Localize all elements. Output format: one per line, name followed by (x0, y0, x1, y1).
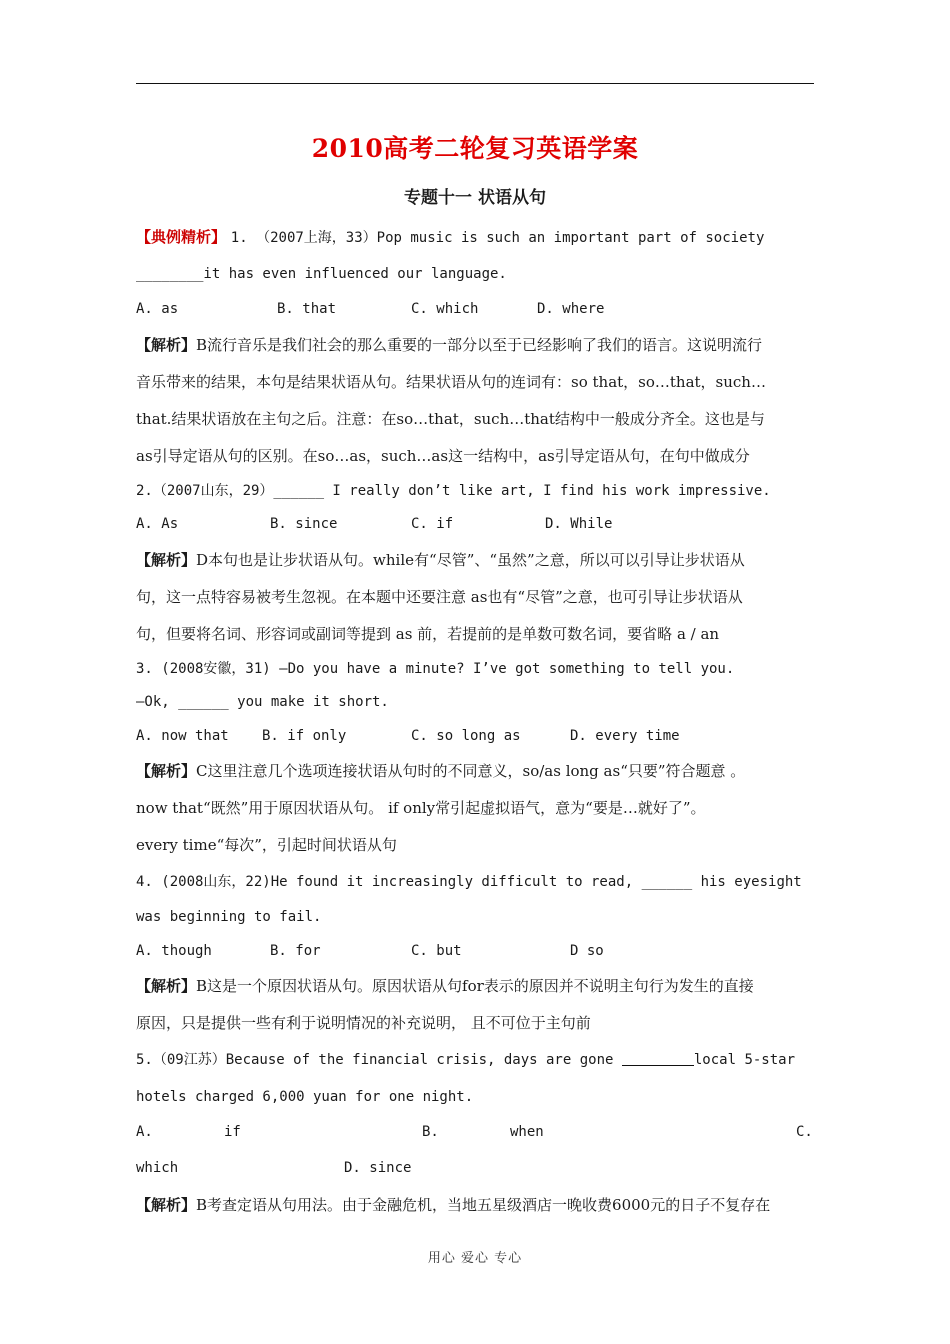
question-5-stem-a: 5.（09江苏）Because of the financial crisis, days are gone (136, 1052, 614, 1068)
option-b: B. since (270, 516, 338, 532)
question-5-options-row-2 (136, 1150, 814, 1187)
analysis-text: 考查定语从句用法。由于金融危机，当地五星级酒店一晚收费6000元的日子不复存在 (207, 1195, 771, 1214)
question-3-analysis-3: every time“每次”，引起时间状语从句 (136, 836, 397, 854)
option-c: C. so long as (411, 727, 521, 744)
question-4-stem: 4. (2008山东，22)He found it increasingly difficult to read, ______ his eyesight (136, 874, 802, 890)
question-1-analysis-1 (136, 327, 814, 364)
question-2-options (136, 508, 814, 542)
option-c-letter: C. (796, 1124, 813, 1140)
option-a-text: if (224, 1124, 241, 1140)
option-c: C. but (411, 942, 462, 959)
analysis-text: 这里注意几个选项连接状语从句时的不同意义，so/as long as“只要”符合题意 。 (207, 762, 746, 780)
question-1-analysis-4: as引导定语从句的区别。在so…as，such…as这一结构中，as引导定语从句，在句中做成分 (136, 446, 750, 465)
question-2-analysis-2: 句，这一点特容易被考生忽视。在本题中还要注意 as也有“尽管”之意，也可引导让步状语从 (136, 587, 743, 606)
option-a: A. though (136, 942, 212, 959)
question-3-options (136, 720, 814, 754)
option-d: D. where (537, 301, 605, 317)
question-1-analysis-3: that.结果状语放在主句之后。注意：在so…that，such…that结构中一般成分齐全。这也是与 (136, 409, 765, 428)
document-subtitle: 专题十一 状语从句 (404, 188, 546, 208)
analysis-tag: 【解析】 (136, 1195, 197, 1214)
answer-blank (622, 1047, 694, 1066)
option-b: B. that (277, 301, 337, 317)
document-body (136, 219, 814, 1224)
analysis-text: 流行音乐是我们社会的那么重要的一部分以至于已经影响了我们的语言。这说明流行 (207, 335, 763, 354)
analysis-tag: 【解析】 (136, 762, 197, 780)
option-d: D. since (344, 1159, 412, 1176)
analysis-tag: 【解析】 (136, 977, 197, 995)
option-b-text: when (510, 1124, 544, 1140)
question-4-line-2: was beginning to fail. (136, 909, 322, 925)
analysis-tag: 【解析】 (136, 335, 197, 354)
question-1-analysis-2: 音乐带来的结果，本句是结果状语从句。结果状语从句的连词有：so that，so…that，such… (136, 372, 766, 391)
analysis-text: 这是一个原因状语从句。原因状语从句for表示的原因并不说明主句行为发生的直接 (207, 977, 754, 995)
option-d: D so (570, 942, 604, 959)
option-a: A. As (136, 516, 179, 532)
question-1-stem: 1. （2007上海，33）Pop music is such an important part of society (230, 230, 765, 246)
question-5-stem-b: local 5-star (693, 1052, 796, 1068)
document-title: 2010高考二轮复习英语学案 (311, 134, 639, 163)
section-tag: 【典例精析】 (136, 228, 227, 246)
option-d: D. While (545, 516, 613, 532)
question-2-analysis-3: 句，但要将名词、形容词或副词等提到 as 前，若提前的是单数可数名词，要省略 a / an (136, 624, 720, 643)
question-4-options (136, 935, 814, 969)
question-4-analysis-2: 原因，只是提供一些有利于说明情况的补充说明， 且不可位于主句前 (136, 1014, 591, 1032)
answer-letter: B (196, 977, 208, 995)
answer-letter: B (196, 1195, 208, 1214)
question-5-analysis-1 (136, 1187, 814, 1224)
option-b-letter: B. (422, 1124, 439, 1140)
option-b: B. if only (262, 727, 347, 744)
option-c: C. which (411, 301, 479, 317)
question-3-stem: 3. (2008安徽，31) —Do you have a minute? I’ve got something to tell you. (136, 660, 735, 677)
option-b: B. for (270, 942, 321, 959)
question-4-analysis-1 (136, 968, 814, 1005)
option-a-letter: A. (136, 1124, 153, 1140)
header-rule (136, 83, 814, 84)
analysis-tag: 【解析】 (136, 550, 197, 569)
option-a: A. now that (136, 727, 229, 744)
option-c-text: which (136, 1159, 179, 1176)
question-2-analysis-1 (136, 542, 814, 579)
question-2-stem: 2.（2007山东，29）______ I really don’t like art, I find his work impressive. (136, 482, 771, 499)
option-d: D. every time (570, 727, 680, 744)
answer-letter: D (196, 550, 209, 569)
question-5-options-row-1 (136, 1116, 814, 1150)
question-3-reply: —Ok, ______ you make it short. (136, 694, 389, 710)
question-3-analysis-1 (136, 753, 814, 790)
analysis-text: 本句也是让步状语从句。while有“尽管”、“虽然”之意，所以可以引导让步状语从 (208, 550, 745, 569)
question-1-line-1 (136, 219, 814, 256)
question-3-analysis-2: now that“既然”用于原因状语从句。 if only常引起虚拟语气，意为“要是…就好了”。 (136, 799, 706, 817)
question-1-options (136, 293, 814, 327)
option-c: C. if (411, 516, 454, 532)
question-1-line-2: ________it has even influenced our language. (136, 266, 507, 282)
answer-letter: C (196, 762, 208, 780)
question-5-line-2: hotels charged 6,000 yuan for one night. (136, 1089, 474, 1105)
answer-letter: B (196, 335, 208, 354)
option-a: A. as (136, 301, 179, 317)
question-5-stem (136, 1042, 814, 1079)
page-footer: 用心 爱心 专心 (427, 1251, 523, 1266)
